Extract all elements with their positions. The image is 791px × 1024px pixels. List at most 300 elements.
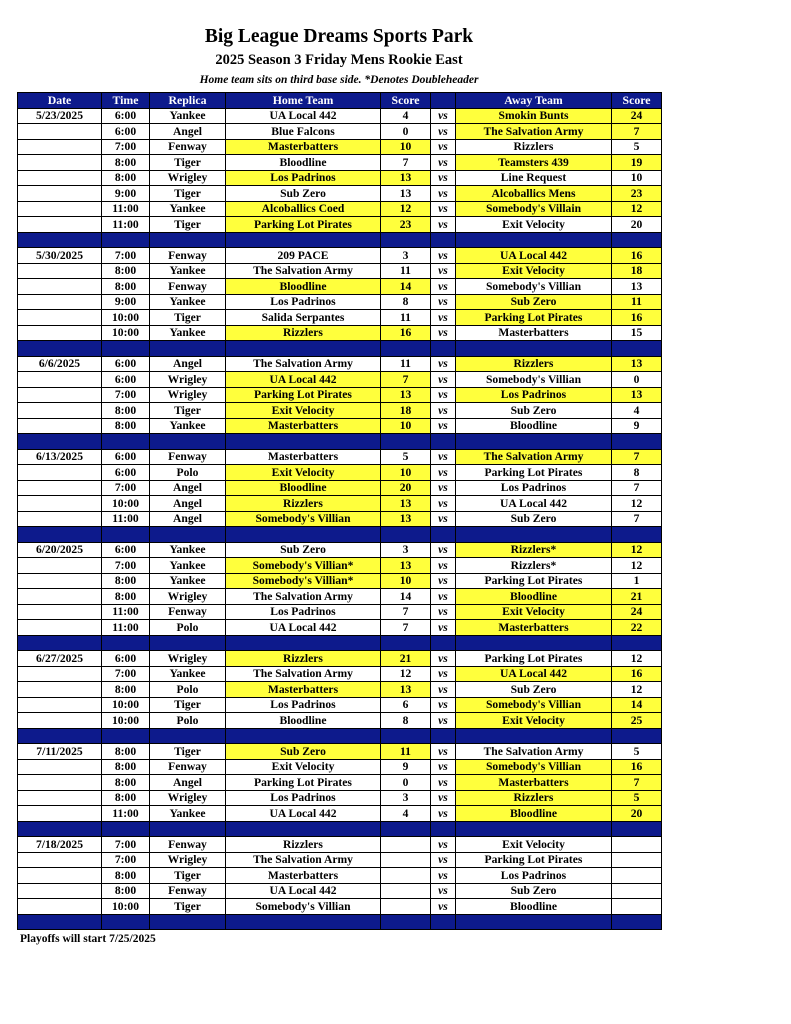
cell-date — [18, 759, 102, 775]
cell-vs: vs — [431, 713, 456, 729]
cell-home-team: The Salvation Army — [226, 356, 381, 372]
separator-cell — [226, 635, 381, 651]
cell-time: 6:00 — [102, 124, 150, 140]
cell-time: 8:00 — [102, 403, 150, 419]
cell-time: 7:00 — [102, 248, 150, 264]
cell-away-team: Sub Zero — [456, 403, 612, 419]
separator-cell — [150, 434, 226, 450]
header-away-team: Away Team — [456, 93, 612, 109]
cell-vs: vs — [431, 465, 456, 481]
cell-away-team: Los Padrinos — [456, 480, 612, 496]
cell-time: 8:00 — [102, 263, 150, 279]
cell-away-score — [612, 883, 662, 899]
cell-away-score: 25 — [612, 713, 662, 729]
separator-cell — [150, 341, 226, 357]
cell-replica: Tiger — [150, 403, 226, 419]
cell-away-team: Exit Velocity — [456, 604, 612, 620]
cell-replica: Tiger — [150, 155, 226, 171]
table-row — [18, 356, 662, 372]
cell-home-team: Somebody's Villian — [226, 511, 381, 527]
cell-home-score: 0 — [381, 775, 431, 791]
cell-home-score: 8 — [381, 294, 431, 310]
table-row — [18, 449, 662, 465]
separator-cell — [18, 232, 102, 248]
separator-cell — [456, 527, 612, 543]
cell-date — [18, 589, 102, 605]
cell-vs: vs — [431, 418, 456, 434]
cell-home-team: Alcoballics Coed — [226, 201, 381, 217]
cell-date — [18, 682, 102, 698]
cell-away-team: Teamsters 439 — [456, 155, 612, 171]
separator-cell — [150, 821, 226, 837]
cell-time: 6:00 — [102, 542, 150, 558]
cell-replica: Polo — [150, 713, 226, 729]
week-separator — [18, 232, 662, 248]
cell-home-team: Los Padrinos — [226, 170, 381, 186]
cell-vs: vs — [431, 806, 456, 822]
cell-vs: vs — [431, 356, 456, 372]
cell-replica: Yankee — [150, 666, 226, 682]
cell-date — [18, 263, 102, 279]
cell-date: 6/27/2025 — [18, 651, 102, 667]
cell-date — [18, 279, 102, 295]
cell-time: 8:00 — [102, 682, 150, 698]
cell-home-score: 3 — [381, 542, 431, 558]
cell-away-team: Bloodline — [456, 899, 612, 915]
cell-home-score: 13 — [381, 387, 431, 403]
week-separator — [18, 341, 662, 357]
cell-time: 8:00 — [102, 573, 150, 589]
cell-time: 9:00 — [102, 294, 150, 310]
cell-replica: Tiger — [150, 186, 226, 202]
cell-home-score: 11 — [381, 356, 431, 372]
schedule-table — [17, 92, 662, 930]
separator-cell — [18, 635, 102, 651]
table-row — [18, 697, 662, 713]
cell-date — [18, 666, 102, 682]
table-row — [18, 418, 662, 434]
schedule-note: Home team sits on third base side. *Denotes Doubleheader — [199, 74, 479, 86]
cell-date — [18, 790, 102, 806]
cell-replica: Yankee — [150, 573, 226, 589]
cell-away-team: Rizzlers — [456, 790, 612, 806]
cell-time: 7:00 — [102, 558, 150, 574]
separator-cell — [381, 527, 431, 543]
separator-cell — [456, 635, 612, 651]
cell-date: 5/23/2025 — [18, 108, 102, 124]
cell-away-score: 24 — [612, 108, 662, 124]
cell-time: 6:00 — [102, 449, 150, 465]
cell-date — [18, 775, 102, 791]
cell-away-score: 13 — [612, 387, 662, 403]
cell-away-team: Rizzlers — [456, 139, 612, 155]
cell-home-score: 13 — [381, 511, 431, 527]
separator-cell — [18, 821, 102, 837]
separator-cell — [18, 527, 102, 543]
cell-home-team: Masterbatters — [226, 868, 381, 884]
cell-home-team: Rizzlers — [226, 325, 381, 341]
table-row — [18, 604, 662, 620]
separator-cell — [102, 728, 150, 744]
cell-vs: vs — [431, 387, 456, 403]
cell-date: 6/6/2025 — [18, 356, 102, 372]
cell-away-score: 20 — [612, 806, 662, 822]
cell-replica: Yankee — [150, 542, 226, 558]
cell-home-score: 10 — [381, 573, 431, 589]
cell-replica: Fenway — [150, 248, 226, 264]
cell-home-team: Somebody's Villian — [226, 899, 381, 915]
cell-date: 5/30/2025 — [18, 248, 102, 264]
cell-away-team: UA Local 442 — [456, 496, 612, 512]
cell-time: 9:00 — [102, 186, 150, 202]
cell-replica: Tiger — [150, 217, 226, 233]
cell-home-team: Masterbatters — [226, 139, 381, 155]
cell-home-team: UA Local 442 — [226, 108, 381, 124]
cell-time: 11:00 — [102, 217, 150, 233]
cell-vs: vs — [431, 480, 456, 496]
cell-date — [18, 170, 102, 186]
cell-vs: vs — [431, 666, 456, 682]
cell-home-score: 7 — [381, 372, 431, 388]
separator-cell — [431, 341, 456, 357]
cell-home-team: Somebody's Villian* — [226, 558, 381, 574]
separator-cell — [102, 232, 150, 248]
separator-cell — [431, 232, 456, 248]
separator-cell — [431, 914, 456, 930]
cell-home-score: 12 — [381, 201, 431, 217]
table-row — [18, 883, 662, 899]
table-row — [18, 310, 662, 326]
cell-date — [18, 403, 102, 419]
cell-time: 10:00 — [102, 496, 150, 512]
cell-home-score — [381, 868, 431, 884]
cell-home-score: 13 — [381, 496, 431, 512]
separator-cell — [381, 821, 431, 837]
cell-date — [18, 883, 102, 899]
cell-date — [18, 139, 102, 155]
cell-away-score: 13 — [612, 356, 662, 372]
cell-time: 11:00 — [102, 620, 150, 636]
cell-home-score: 20 — [381, 480, 431, 496]
cell-replica: Yankee — [150, 558, 226, 574]
cell-date — [18, 697, 102, 713]
cell-vs: vs — [431, 899, 456, 915]
cell-replica: Yankee — [150, 418, 226, 434]
cell-vs: vs — [431, 139, 456, 155]
table-row — [18, 852, 662, 868]
cell-date: 6/13/2025 — [18, 449, 102, 465]
cell-replica: Angel — [150, 124, 226, 140]
cell-time: 8:00 — [102, 589, 150, 605]
schedule-body — [18, 108, 662, 930]
separator-cell — [381, 914, 431, 930]
cell-vs: vs — [431, 294, 456, 310]
cell-vs: vs — [431, 790, 456, 806]
cell-home-score: 10 — [381, 139, 431, 155]
separator-cell — [456, 914, 612, 930]
cell-away-team: Rizzlers* — [456, 542, 612, 558]
table-row — [18, 759, 662, 775]
cell-away-score: 0 — [612, 372, 662, 388]
separator-cell — [150, 527, 226, 543]
table-header-row — [18, 93, 662, 109]
separator-cell — [102, 635, 150, 651]
cell-away-score: 22 — [612, 620, 662, 636]
cell-away-team: The Salvation Army — [456, 449, 612, 465]
cell-home-team: Sub Zero — [226, 542, 381, 558]
cell-away-team: The Salvation Army — [456, 744, 612, 760]
cell-home-score: 11 — [381, 744, 431, 760]
cell-home-score: 7 — [381, 155, 431, 171]
separator-cell — [18, 728, 102, 744]
cell-replica: Polo — [150, 465, 226, 481]
cell-replica: Yankee — [150, 325, 226, 341]
separator-cell — [381, 434, 431, 450]
cell-away-score: 16 — [612, 666, 662, 682]
cell-away-score: 18 — [612, 263, 662, 279]
cell-away-score: 12 — [612, 542, 662, 558]
separator-cell — [226, 821, 381, 837]
cell-replica: Tiger — [150, 868, 226, 884]
cell-away-team: Somebody's Villian — [456, 759, 612, 775]
cell-replica: Fenway — [150, 279, 226, 295]
cell-home-score: 21 — [381, 651, 431, 667]
cell-away-score: 23 — [612, 186, 662, 202]
cell-vs: vs — [431, 852, 456, 868]
cell-date — [18, 806, 102, 822]
cell-away-team: The Salvation Army — [456, 124, 612, 140]
table-row — [18, 465, 662, 481]
cell-time: 8:00 — [102, 170, 150, 186]
table-row — [18, 403, 662, 419]
separator-cell — [150, 232, 226, 248]
cell-replica: Angel — [150, 480, 226, 496]
cell-date — [18, 186, 102, 202]
cell-date — [18, 480, 102, 496]
table-row — [18, 651, 662, 667]
cell-away-score: 20 — [612, 217, 662, 233]
cell-away-team: Bloodline — [456, 806, 612, 822]
table-row — [18, 713, 662, 729]
cell-away-team: Exit Velocity — [456, 713, 612, 729]
cell-away-score: 5 — [612, 790, 662, 806]
cell-time: 7:00 — [102, 666, 150, 682]
cell-replica: Fenway — [150, 139, 226, 155]
separator-cell — [102, 341, 150, 357]
cell-vs: vs — [431, 372, 456, 388]
cell-away-team: Bloodline — [456, 418, 612, 434]
cell-away-score — [612, 837, 662, 853]
cell-away-team: Rizzlers — [456, 356, 612, 372]
header-vs — [431, 93, 456, 109]
separator-cell — [431, 635, 456, 651]
cell-home-team: Los Padrinos — [226, 604, 381, 620]
cell-vs: vs — [431, 868, 456, 884]
cell-vs: vs — [431, 573, 456, 589]
separator-cell — [381, 635, 431, 651]
separator-cell — [612, 821, 662, 837]
page-subtitle: 2025 Season 3 Friday Mens Rookie East — [215, 52, 463, 68]
cell-replica: Fenway — [150, 883, 226, 899]
week-separator — [18, 728, 662, 744]
cell-home-team: Exit Velocity — [226, 403, 381, 419]
cell-home-team: Masterbatters — [226, 418, 381, 434]
separator-cell — [456, 434, 612, 450]
cell-vs: vs — [431, 775, 456, 791]
cell-away-team: Masterbatters — [456, 620, 612, 636]
separator-cell — [612, 728, 662, 744]
cell-vs: vs — [431, 589, 456, 605]
table-row — [18, 124, 662, 140]
separator-cell — [612, 434, 662, 450]
cell-away-score: 12 — [612, 651, 662, 667]
cell-vs: vs — [431, 124, 456, 140]
cell-away-team: Exit Velocity — [456, 837, 612, 853]
cell-time: 7:00 — [102, 852, 150, 868]
cell-vs: vs — [431, 883, 456, 899]
separator-cell — [226, 232, 381, 248]
header-replica: Replica — [150, 93, 226, 109]
cell-time: 6:00 — [102, 356, 150, 372]
cell-date — [18, 620, 102, 636]
cell-away-score — [612, 899, 662, 915]
cell-home-score: 4 — [381, 806, 431, 822]
cell-time: 8:00 — [102, 775, 150, 791]
cell-date — [18, 155, 102, 171]
cell-home-team: Exit Velocity — [226, 759, 381, 775]
separator-cell — [18, 434, 102, 450]
table-row — [18, 511, 662, 527]
separator-cell — [226, 914, 381, 930]
week-separator — [18, 635, 662, 651]
separator-cell — [226, 434, 381, 450]
cell-away-team: Smokin Bunts — [456, 108, 612, 124]
cell-replica: Wrigley — [150, 372, 226, 388]
separator-cell — [102, 527, 150, 543]
cell-away-team: Parking Lot Pirates — [456, 465, 612, 481]
cell-replica: Fenway — [150, 449, 226, 465]
cell-time: 8:00 — [102, 883, 150, 899]
cell-home-score: 7 — [381, 604, 431, 620]
cell-home-score: 13 — [381, 170, 431, 186]
cell-away-team: Rizzlers* — [456, 558, 612, 574]
cell-replica: Angel — [150, 775, 226, 791]
cell-home-team: 209 PACE — [226, 248, 381, 264]
cell-vs: vs — [431, 744, 456, 760]
table-row — [18, 248, 662, 264]
table-row — [18, 620, 662, 636]
table-row — [18, 325, 662, 341]
separator-cell — [150, 914, 226, 930]
header-time: Time — [102, 93, 150, 109]
cell-home-team: Parking Lot Pirates — [226, 217, 381, 233]
cell-away-score: 7 — [612, 480, 662, 496]
cell-time: 7:00 — [102, 139, 150, 155]
cell-replica: Yankee — [150, 294, 226, 310]
table-row — [18, 263, 662, 279]
page-title: Big League Dreams Sports Park — [204, 26, 474, 47]
cell-home-score: 12 — [381, 666, 431, 682]
cell-away-score: 16 — [612, 310, 662, 326]
cell-time: 8:00 — [102, 418, 150, 434]
table-row — [18, 170, 662, 186]
cell-away-score: 8 — [612, 465, 662, 481]
cell-home-team: UA Local 442 — [226, 372, 381, 388]
cell-replica: Tiger — [150, 697, 226, 713]
cell-home-team: Los Padrinos — [226, 790, 381, 806]
separator-cell — [226, 527, 381, 543]
cell-away-score: 5 — [612, 744, 662, 760]
cell-home-team: Sub Zero — [226, 744, 381, 760]
table-row — [18, 589, 662, 605]
cell-date: 6/20/2025 — [18, 542, 102, 558]
cell-away-team: Alcoballics Mens — [456, 186, 612, 202]
week-separator — [18, 434, 662, 450]
cell-home-team: Rizzlers — [226, 651, 381, 667]
cell-time: 6:00 — [102, 465, 150, 481]
cell-replica: Tiger — [150, 744, 226, 760]
cell-time: 10:00 — [102, 325, 150, 341]
cell-home-team: Los Padrinos — [226, 294, 381, 310]
cell-vs: vs — [431, 248, 456, 264]
cell-replica: Wrigley — [150, 651, 226, 667]
cell-home-score: 4 — [381, 108, 431, 124]
cell-home-score: 7 — [381, 620, 431, 636]
cell-replica: Yankee — [150, 108, 226, 124]
separator-cell — [431, 821, 456, 837]
cell-home-score: 3 — [381, 248, 431, 264]
cell-vs: vs — [431, 186, 456, 202]
separator-cell — [612, 914, 662, 930]
cell-replica: Wrigley — [150, 852, 226, 868]
cell-home-team: Masterbatters — [226, 449, 381, 465]
cell-away-team: Bloodline — [456, 589, 612, 605]
cell-time: 8:00 — [102, 759, 150, 775]
cell-away-team: Sub Zero — [456, 294, 612, 310]
cell-vs: vs — [431, 682, 456, 698]
cell-date: 7/11/2025 — [18, 744, 102, 760]
cell-away-score — [612, 868, 662, 884]
cell-away-team: Los Padrinos — [456, 387, 612, 403]
cell-replica: Yankee — [150, 201, 226, 217]
cell-away-score: 12 — [612, 558, 662, 574]
cell-vs: vs — [431, 542, 456, 558]
cell-date — [18, 604, 102, 620]
cell-vs: vs — [431, 449, 456, 465]
cell-home-score — [381, 883, 431, 899]
table-row — [18, 201, 662, 217]
cell-vs: vs — [431, 651, 456, 667]
cell-vs: vs — [431, 263, 456, 279]
cell-replica: Yankee — [150, 806, 226, 822]
cell-away-score: 13 — [612, 279, 662, 295]
separator-cell — [456, 232, 612, 248]
cell-time: 6:00 — [102, 372, 150, 388]
cell-away-team: Sub Zero — [456, 511, 612, 527]
separator-cell — [612, 341, 662, 357]
separator-cell — [150, 728, 226, 744]
separator-cell — [431, 728, 456, 744]
cell-vs: vs — [431, 759, 456, 775]
cell-home-score: 16 — [381, 325, 431, 341]
cell-date — [18, 852, 102, 868]
table-row — [18, 155, 662, 171]
cell-home-team: UA Local 442 — [226, 806, 381, 822]
cell-home-team: Rizzlers — [226, 837, 381, 853]
cell-home-team: Exit Velocity — [226, 465, 381, 481]
cell-time: 10:00 — [102, 697, 150, 713]
cell-vs: vs — [431, 496, 456, 512]
